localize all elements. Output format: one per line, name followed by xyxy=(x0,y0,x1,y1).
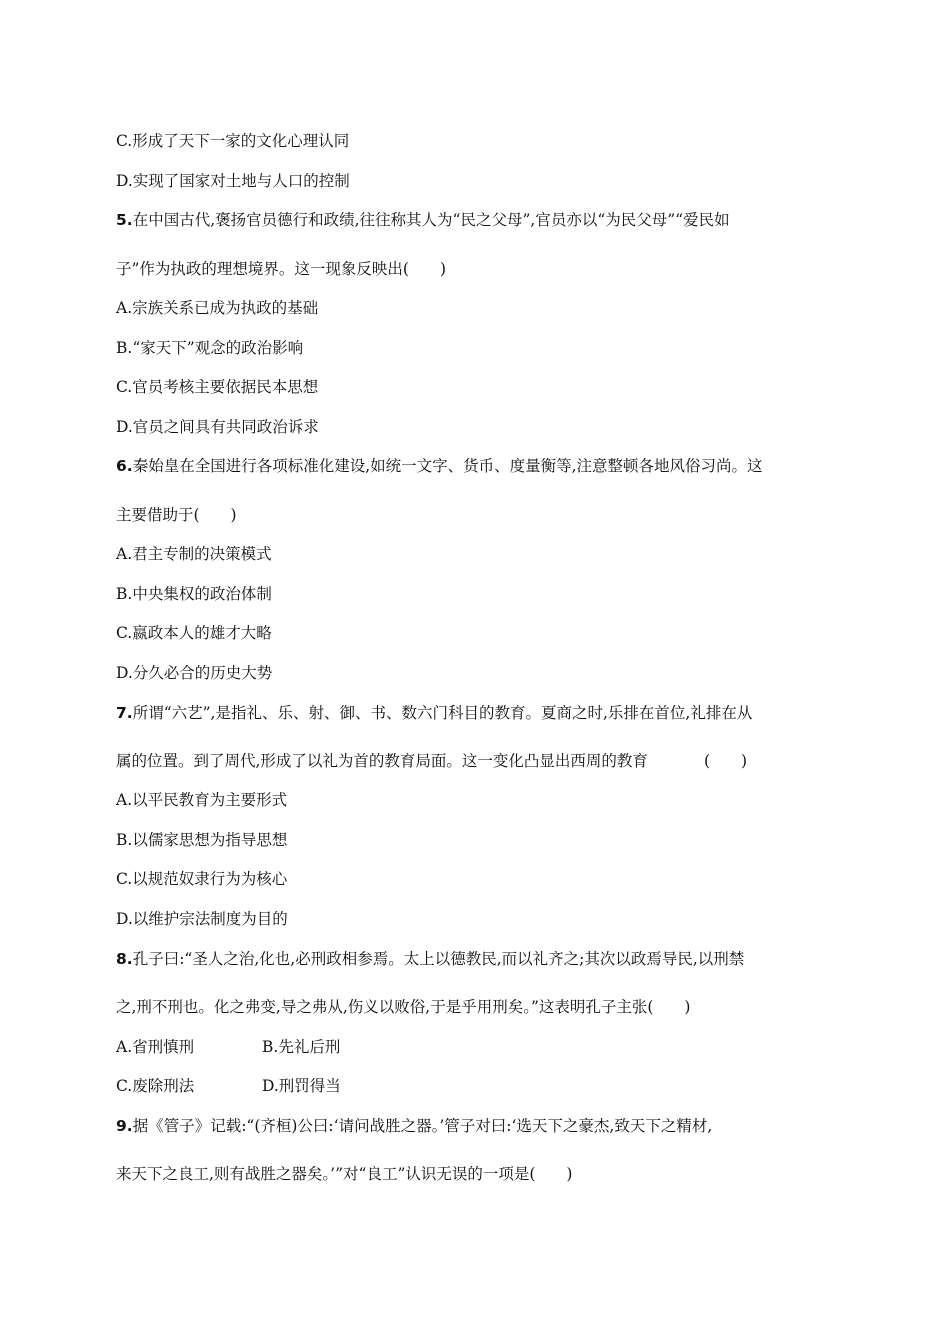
option-5d: D.官员之间具有共同政治诉求 xyxy=(116,418,319,436)
options-8ab xyxy=(116,1037,416,1057)
option-7a: A.以平民教育为主要形式 xyxy=(116,791,288,809)
option-7b: B.以儒家思想为指导思想 xyxy=(116,831,288,849)
question-5-stem-cont: 子”作为执政的理想境界。这一现象反映出( ) xyxy=(116,260,447,278)
option-6b: B.中央集权的政治体制 xyxy=(116,585,272,603)
question-8-stem-cont: 之,刑不刑也。化之弗变,导之弗从,伤义以败俗,于是乎用刑矣。”这表明孔子主张( ) xyxy=(116,998,691,1016)
question-7-stem: 7.所谓“六艺”,是指礼、乐、射、御、书、数六门科目的教育。夏商之时,乐排在首位,礼排在从 xyxy=(116,704,753,722)
option-5a: A.宗族关系已成为执政的基础 xyxy=(116,299,319,317)
question-9-stem-cont: 来天下之良工,则有战胜之器矣。’”对“良工”认识无误的一项是( ) xyxy=(116,1165,573,1183)
option-5b: B.“家天下”观念的政治影响 xyxy=(116,339,304,357)
option-8a: A.省刑慎刑 xyxy=(116,1038,195,1056)
question-5-stem: 5.在中国古代,褒扬官员德行和政绩,往往称其人为“民之父母”,官员亦以“为民父母”“爱民如 xyxy=(116,211,730,229)
option-8b: B.先礼后刑 xyxy=(262,1038,341,1056)
option-6c: C.嬴政本人的雄才大略 xyxy=(116,624,272,642)
question-number: 8. xyxy=(116,950,133,968)
question-number: 5. xyxy=(116,211,133,229)
option-8c: C.废除刑法 xyxy=(116,1077,195,1095)
answer-blank: ( ) xyxy=(703,752,748,770)
option-7c: C.以规范奴隶行为为核心 xyxy=(116,870,288,888)
question-8-stem: 8.孔子曰:“圣人之治,化也,必刑政相参焉。太上以德教民,而以礼齐之;其次以政焉导民,以刑禁 xyxy=(116,950,745,968)
option-4d: D.实现了国家对土地与人口的控制 xyxy=(116,172,350,190)
question-number: 7. xyxy=(116,704,133,722)
question-number: 6. xyxy=(116,457,133,475)
option-5c: C.官员考核主要依据民本思想 xyxy=(116,378,319,396)
option-6d: D.分久必合的历史大势 xyxy=(116,664,273,682)
question-6-stem-cont: 主要借助于( ) xyxy=(116,506,237,524)
option-7d: D.以维护宗法制度为目的 xyxy=(116,910,288,928)
question-9-stem: 9.据《管子》记载:“(齐桓)公曰:‘请问战胜之器。’管子对曰:‘选天下之豪杰,致天下之精材, xyxy=(116,1117,713,1135)
option-6a: A.君主专制的决策模式 xyxy=(116,545,272,563)
question-7-stem-cont: 属的位置。到了周代,形成了以礼为首的教育局面。这一变化凸显出西周的教育 ( ) xyxy=(116,752,748,770)
question-number: 9. xyxy=(116,1117,133,1135)
question-6-stem: 6.秦始皇在全国进行各项标准化建设,如统一文字、货币、度量衡等,注意整顿各地风俗习尚。这 xyxy=(116,457,763,475)
option-4c: C.形成了天下一家的文化心理认同 xyxy=(116,132,350,150)
options-8cd xyxy=(116,1076,416,1096)
option-8d: D.刑罚得当 xyxy=(262,1077,341,1095)
